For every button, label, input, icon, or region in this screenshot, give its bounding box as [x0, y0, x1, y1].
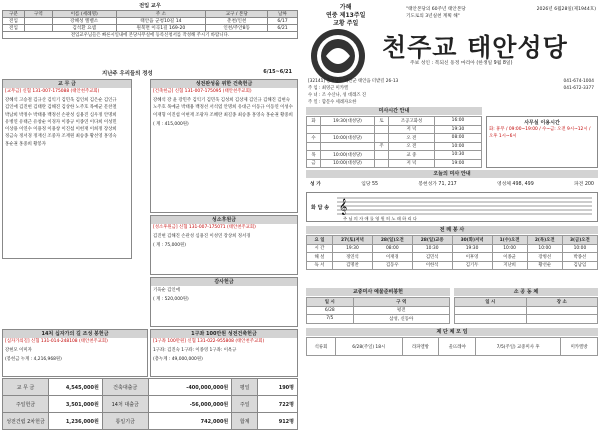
table-row — [307, 261, 598, 270]
table-row — [307, 236, 598, 245]
contact-numbers — [564, 78, 594, 92]
cell: 6/28 — [307, 306, 354, 315]
table-row — [307, 117, 482, 126]
small-community-header: 소 공 동 체 — [454, 288, 598, 296]
cell: 1(수)오전 — [492, 236, 527, 245]
col-header: 이름 (세례명) — [52, 11, 116, 18]
vocation-fund-names: 김진현 김해진 손관성 심용진 이성연 장상희 정서경 — [153, 234, 251, 239]
cell: 평전 — [353, 306, 450, 315]
cell: 3,501,000원 — [48, 396, 102, 413]
table-row — [3, 18, 298, 25]
cell: 오 전 — [389, 142, 435, 151]
contact-info — [308, 78, 598, 106]
meetings-table — [306, 337, 598, 356]
hymns-row — [306, 180, 598, 190]
cell: 장 소 — [526, 298, 598, 307]
cell: 10:00 — [435, 142, 482, 151]
psalm-box — [306, 192, 598, 222]
motto — [406, 6, 466, 20]
cell: 목 — [307, 151, 321, 160]
cell: 16:00 — [435, 117, 482, 126]
offerings-title: 지난주 우리들의 정성 — [102, 71, 153, 77]
cell: 08:00 — [372, 244, 412, 253]
duties-table — [306, 235, 598, 270]
cell: 인천/주안8동 — [206, 25, 268, 32]
office-hours-title: 사무실 이용시간 — [524, 120, 560, 126]
vocation-fund-account: [성소후원금] 신협 131-007-175071 (태안천주교회) — [153, 225, 256, 230]
vocation-fund-header: 성소후원금 — [151, 216, 297, 224]
cell: 10:00(대성당) — [321, 159, 375, 168]
parish-title: 천주교 태안성당 — [382, 33, 568, 62]
recessional-hymn: 파견 200 — [574, 182, 594, 187]
cell: 7/5(주일) 교중미사 후 — [476, 338, 561, 356]
cell: 건축대출금 — [102, 379, 148, 396]
table-row — [307, 151, 482, 160]
psalm-text: 주 님 의 자 애 를 영 원 히 노 래 하 리 다 — [343, 216, 417, 221]
transfer-note: 전입교우님들은 빠른시일내에 본당사무실에 등록신청서를 작성해 주시기 바랍니다. — [3, 32, 298, 39]
dues-header: 교 무 금 — [3, 80, 131, 88]
svg-text:𝄞: 𝄞 — [339, 199, 348, 215]
motto-line-1: "태안본당의 60주년 태안본당 — [406, 7, 466, 12]
cell: 주일헌금 — [3, 396, 49, 413]
cell — [321, 125, 375, 134]
cell: 성전건립 2차헌금 — [3, 413, 49, 430]
pastor: 주 임 : 최영근 미카엘 — [308, 86, 349, 91]
cell: 10:00 — [492, 244, 527, 253]
stations-fund-account: [십자가의길] 신협 131-014-248108 (태안천주교회) — [5, 339, 108, 344]
cell: 28(일)오전 — [372, 236, 412, 245]
stations-fund-total: (봉헌금 누계 : 4,216,968원) — [5, 357, 62, 363]
stations-fund-box — [2, 329, 148, 377]
cell: 19:30 — [452, 244, 492, 253]
thanks-offering-total: ( 계 : 520,000원) — [153, 297, 189, 303]
cell: 오 전 — [389, 134, 435, 143]
cell: 김민석 — [412, 253, 452, 262]
cell: -56,000,000원 — [148, 396, 232, 413]
parish-logo-icon — [308, 26, 368, 86]
building-fund-header: 성전완성을 위한 건축헌금 — [151, 80, 297, 88]
table-row — [455, 306, 598, 315]
cell: 지난희 — [492, 261, 527, 270]
liturgy-heading — [326, 4, 365, 28]
cell: 912명 — [258, 413, 298, 430]
cell: 구 역 — [353, 298, 450, 307]
dues-account: [교무금] 신협 131-007-175088 (태안천주교회) — [5, 89, 100, 94]
cell — [375, 134, 389, 143]
cell: 석류회 — [307, 338, 336, 356]
cell — [375, 151, 389, 160]
cell: 4,545,000원 — [48, 379, 102, 396]
million-fund-header: 1구좌 100만원 성전건축헌금 — [151, 330, 297, 338]
cell: 19:30 — [333, 244, 373, 253]
table-row — [307, 306, 450, 315]
cell — [24, 25, 52, 32]
cell: 08:00 — [435, 134, 482, 143]
cell: 박종선 — [562, 253, 597, 262]
table-row — [307, 244, 598, 253]
issue-date: 2026년 6월28일(제1944호) — [536, 7, 596, 12]
col-header: 교구 / 본당 — [206, 11, 268, 18]
cell: 강혜성 엘벨소 — [52, 18, 116, 25]
million-fund-names: 1구좌: 김진숙 1구좌: 이종영 1구좌: 이옥규 — [153, 348, 237, 353]
cell: 10:30 — [412, 244, 452, 253]
cell: 합계 — [232, 413, 258, 430]
cell: 이종균 — [492, 253, 527, 262]
cell: 요 일 — [307, 236, 333, 245]
communion-hymn: 영성체 498, 499 — [496, 182, 534, 187]
cell — [321, 142, 375, 151]
cell: 해 설 — [307, 253, 333, 262]
table-row — [307, 338, 598, 356]
table-row — [307, 315, 450, 324]
cell: 14처 대출금 — [102, 396, 148, 413]
transfer-title: 전입 교우 — [139, 3, 161, 9]
million-fund-total: (총누계 : 49,000,000원) — [153, 357, 203, 363]
parish-address: [32141] 충청남도 태안군 태안읍 터밭길 26-13 — [308, 79, 399, 84]
hymns-label: 성 가 — [310, 182, 321, 187]
col-header: 구역 — [24, 11, 52, 18]
cell: 3(금)오전 — [562, 236, 597, 245]
table-row — [3, 396, 298, 413]
cell: 6/28(주일) 18시 — [336, 338, 402, 356]
table-row — [3, 25, 298, 32]
building-fund-box — [150, 79, 298, 213]
cell: 장병선 — [527, 253, 562, 262]
thanks-offering-box — [150, 277, 298, 327]
music-staff-icon — [337, 195, 592, 215]
dues-names: 강혜석 고승철 김규산 김익기 김민욱 김인희 김은순 김인규 김인애 김진현 김태란 김해진 김상한 노주호 목예균 문찬철 박남희 박정수 박태용 백정선 손관성 심용진 심우정 안명희 유병연 유태근 유창순 이경자 이종규 이종연 이다희 이성민 이상용 이연수 이용정 이용창 이진섭 이헌재 이희정 장상희 정금숙 정서경 정재신 조중자 조재원 최승종 황선영 홍영숙 홍순권 홍중희 황봉자 — [5, 98, 117, 147]
million-fund-account: [1구좌 100만원] 신협 131-022-955808 (태안천주교회) — [153, 339, 265, 344]
right-panel — [306, 2, 598, 422]
table-row — [307, 253, 598, 262]
table-row — [307, 134, 482, 143]
cell: 김석환 요셉 — [52, 25, 116, 32]
building-fund-account: [건축헌금] 신협 131-007-175095 (태안천주교회) — [153, 89, 252, 94]
cell: 27(토)저녁 — [333, 236, 373, 245]
cell: 김남임 — [562, 261, 597, 270]
cell — [307, 142, 321, 151]
offerings-date: 6/15~6/21 — [263, 69, 292, 75]
cell: 삼성, 신동아 — [353, 315, 450, 324]
table-row — [455, 298, 598, 307]
table-row — [3, 413, 298, 430]
office-staff: 주 일 : 함문수 세례자요한 — [308, 100, 357, 105]
cell — [24, 18, 52, 25]
duties-header: 전 례 봉 사 — [306, 226, 598, 234]
cell: 10:00(대성당) — [321, 134, 375, 143]
cell: 금 — [307, 159, 321, 168]
cell: 이재경 — [372, 253, 412, 262]
table-row — [307, 298, 450, 307]
cell: 춘천/인천 — [206, 18, 268, 25]
col-header: 구분 — [3, 11, 25, 18]
cell: 이후영 — [452, 253, 492, 262]
psalm-label: 화 답 송 — [311, 205, 329, 211]
mass-times-table — [306, 116, 482, 168]
cell: 시 간 — [307, 244, 333, 253]
col-header: 날짜 — [268, 11, 298, 18]
cell: 190명 — [258, 379, 298, 396]
liturgical-year: 가해 — [339, 4, 352, 11]
table-row — [307, 159, 482, 168]
building-fund-total: ( 계 : 415,000원) — [153, 121, 189, 127]
cell: 일 시 — [307, 298, 354, 307]
cell: 19:30(대성당) — [321, 117, 375, 126]
cell: 주 — [375, 142, 389, 151]
cell: 정연석 — [333, 253, 373, 262]
gifts-table — [306, 297, 450, 324]
cell: 태안읍 군청10길 14 — [116, 18, 206, 25]
cell: 전입 — [3, 25, 25, 32]
cell: 1,236,000원 — [48, 413, 102, 430]
fax-number: 041-672-3377 — [563, 86, 594, 91]
cell: 미카엘방 — [561, 338, 598, 356]
cell: 김기두 — [452, 261, 492, 270]
dues-box — [2, 79, 132, 259]
transfer-table — [2, 10, 298, 39]
cell: 평일 — [232, 379, 258, 396]
cell: 10:30 — [435, 151, 482, 160]
cell: 일 시 — [455, 298, 527, 307]
cell: 2(목)오전 — [527, 236, 562, 245]
cell: 19:00 — [435, 159, 482, 168]
cell: 통일기금 — [102, 413, 148, 430]
cell: 김동우 — [372, 261, 412, 270]
cell: 28(일)교중 — [412, 236, 452, 245]
cell: 울뜨레야 — [439, 338, 476, 356]
patron-saint: 주보 성인 : 복되신 동정 마리아 (한생일 9월 8일) — [410, 61, 513, 66]
cell: 교 중 — [389, 151, 435, 160]
sunday-name: 연중 제13주일 — [326, 12, 366, 19]
cell: 화 — [307, 117, 321, 126]
today-mass-header: 오늘의 미사 안내 — [306, 170, 598, 178]
cell: 10:00 — [527, 244, 562, 253]
cell — [307, 125, 321, 134]
building-fund-names: 강혜석 강 윤 강민주 김익기 김민욱 김성희 김상제 김인규 김해진 김현숙 노주호 목예균 박태용 백정선 서석엽 안명희 유대근 이동규 이동연 이성수 이재형 이진섭 이현재 조광자 조혜란 최길종 최승종 홍영숙 홍순권 황중희 — [153, 98, 293, 118]
thanks-offering-header: 감사헌금 — [151, 278, 297, 286]
motto-line-2: 기도로의 3년실천 계획 해" — [406, 14, 460, 19]
million-fund-box — [150, 329, 298, 377]
totals-table — [2, 378, 298, 430]
table-row — [3, 379, 298, 396]
col-header: 주 소 — [116, 11, 206, 18]
small-community-table — [454, 297, 598, 324]
cell: 30(화)저녁 — [452, 236, 492, 245]
cell: 10:00(대성당) — [321, 151, 375, 160]
meetings-header: 제 단 체 모 임 — [306, 328, 598, 336]
cell: 6/17 — [268, 18, 298, 25]
cell: 황선순 — [527, 261, 562, 270]
office-hours-text: 화: 휴무 / 09:00~19:00 / 수~금: 오전 9시~12시 / 오후 1시~6시 — [489, 127, 591, 139]
cell: 라파엘방 — [402, 338, 439, 356]
office-hours-box — [486, 116, 598, 168]
phone-number: 041-674-1004 — [563, 79, 594, 84]
vocation-fund-box — [150, 215, 298, 275]
cell: 독 서 — [307, 261, 333, 270]
table-row — [307, 125, 482, 134]
vocation-fund-total: ( 계 : 75,000원) — [153, 243, 186, 249]
cell: 742,000원 — [148, 413, 232, 430]
cell: -400,000,000원 — [148, 379, 232, 396]
left-panel — [2, 2, 298, 425]
cell: 6/21 — [268, 25, 298, 32]
entrance-hymn: 입당 55 — [361, 182, 379, 187]
cell: 전입 — [3, 18, 25, 25]
gifts-header: 교중미사 예물준비봉헌 — [306, 288, 450, 296]
cell: 주일 — [232, 396, 258, 413]
cell: 19:30 — [435, 125, 482, 134]
offerings-heading — [2, 68, 298, 78]
mass-times-header: 미사시간 안내 — [306, 107, 482, 115]
cell: 김명찬 — [333, 261, 373, 270]
offertory-hymn: 봉헌성가 71, 217 — [418, 182, 457, 187]
cell: 원북면 이곡1길 169-20 — [116, 25, 206, 32]
stations-fund-names: 강현모 이미자 — [5, 348, 32, 353]
sisters: 수 녀 : 조 수산나, 성 데레즈 진 — [308, 93, 367, 98]
cell: 저 녁 — [389, 159, 435, 168]
cell: 7/5 — [307, 315, 354, 324]
cell: 교 무 금 — [3, 379, 49, 396]
cell: 저 녁 — [389, 125, 435, 134]
sunday-subtitle: 교황 주일 — [333, 20, 359, 27]
cell: 조공고화성 — [389, 117, 435, 126]
cell — [375, 159, 389, 168]
thanks-offering-names: 기육순 김인애 — [153, 288, 180, 293]
table-row — [307, 142, 482, 151]
cell: 수 — [307, 134, 321, 143]
cell: 10:00 — [562, 244, 597, 253]
table-row — [455, 315, 598, 324]
cell — [375, 125, 389, 134]
cell: 722명 — [258, 396, 298, 413]
cell: 이한석 — [412, 261, 452, 270]
cell: 토 — [375, 117, 389, 126]
stations-fund-header: 14처 십자가의 길 조성 봉헌금 — [3, 330, 147, 338]
